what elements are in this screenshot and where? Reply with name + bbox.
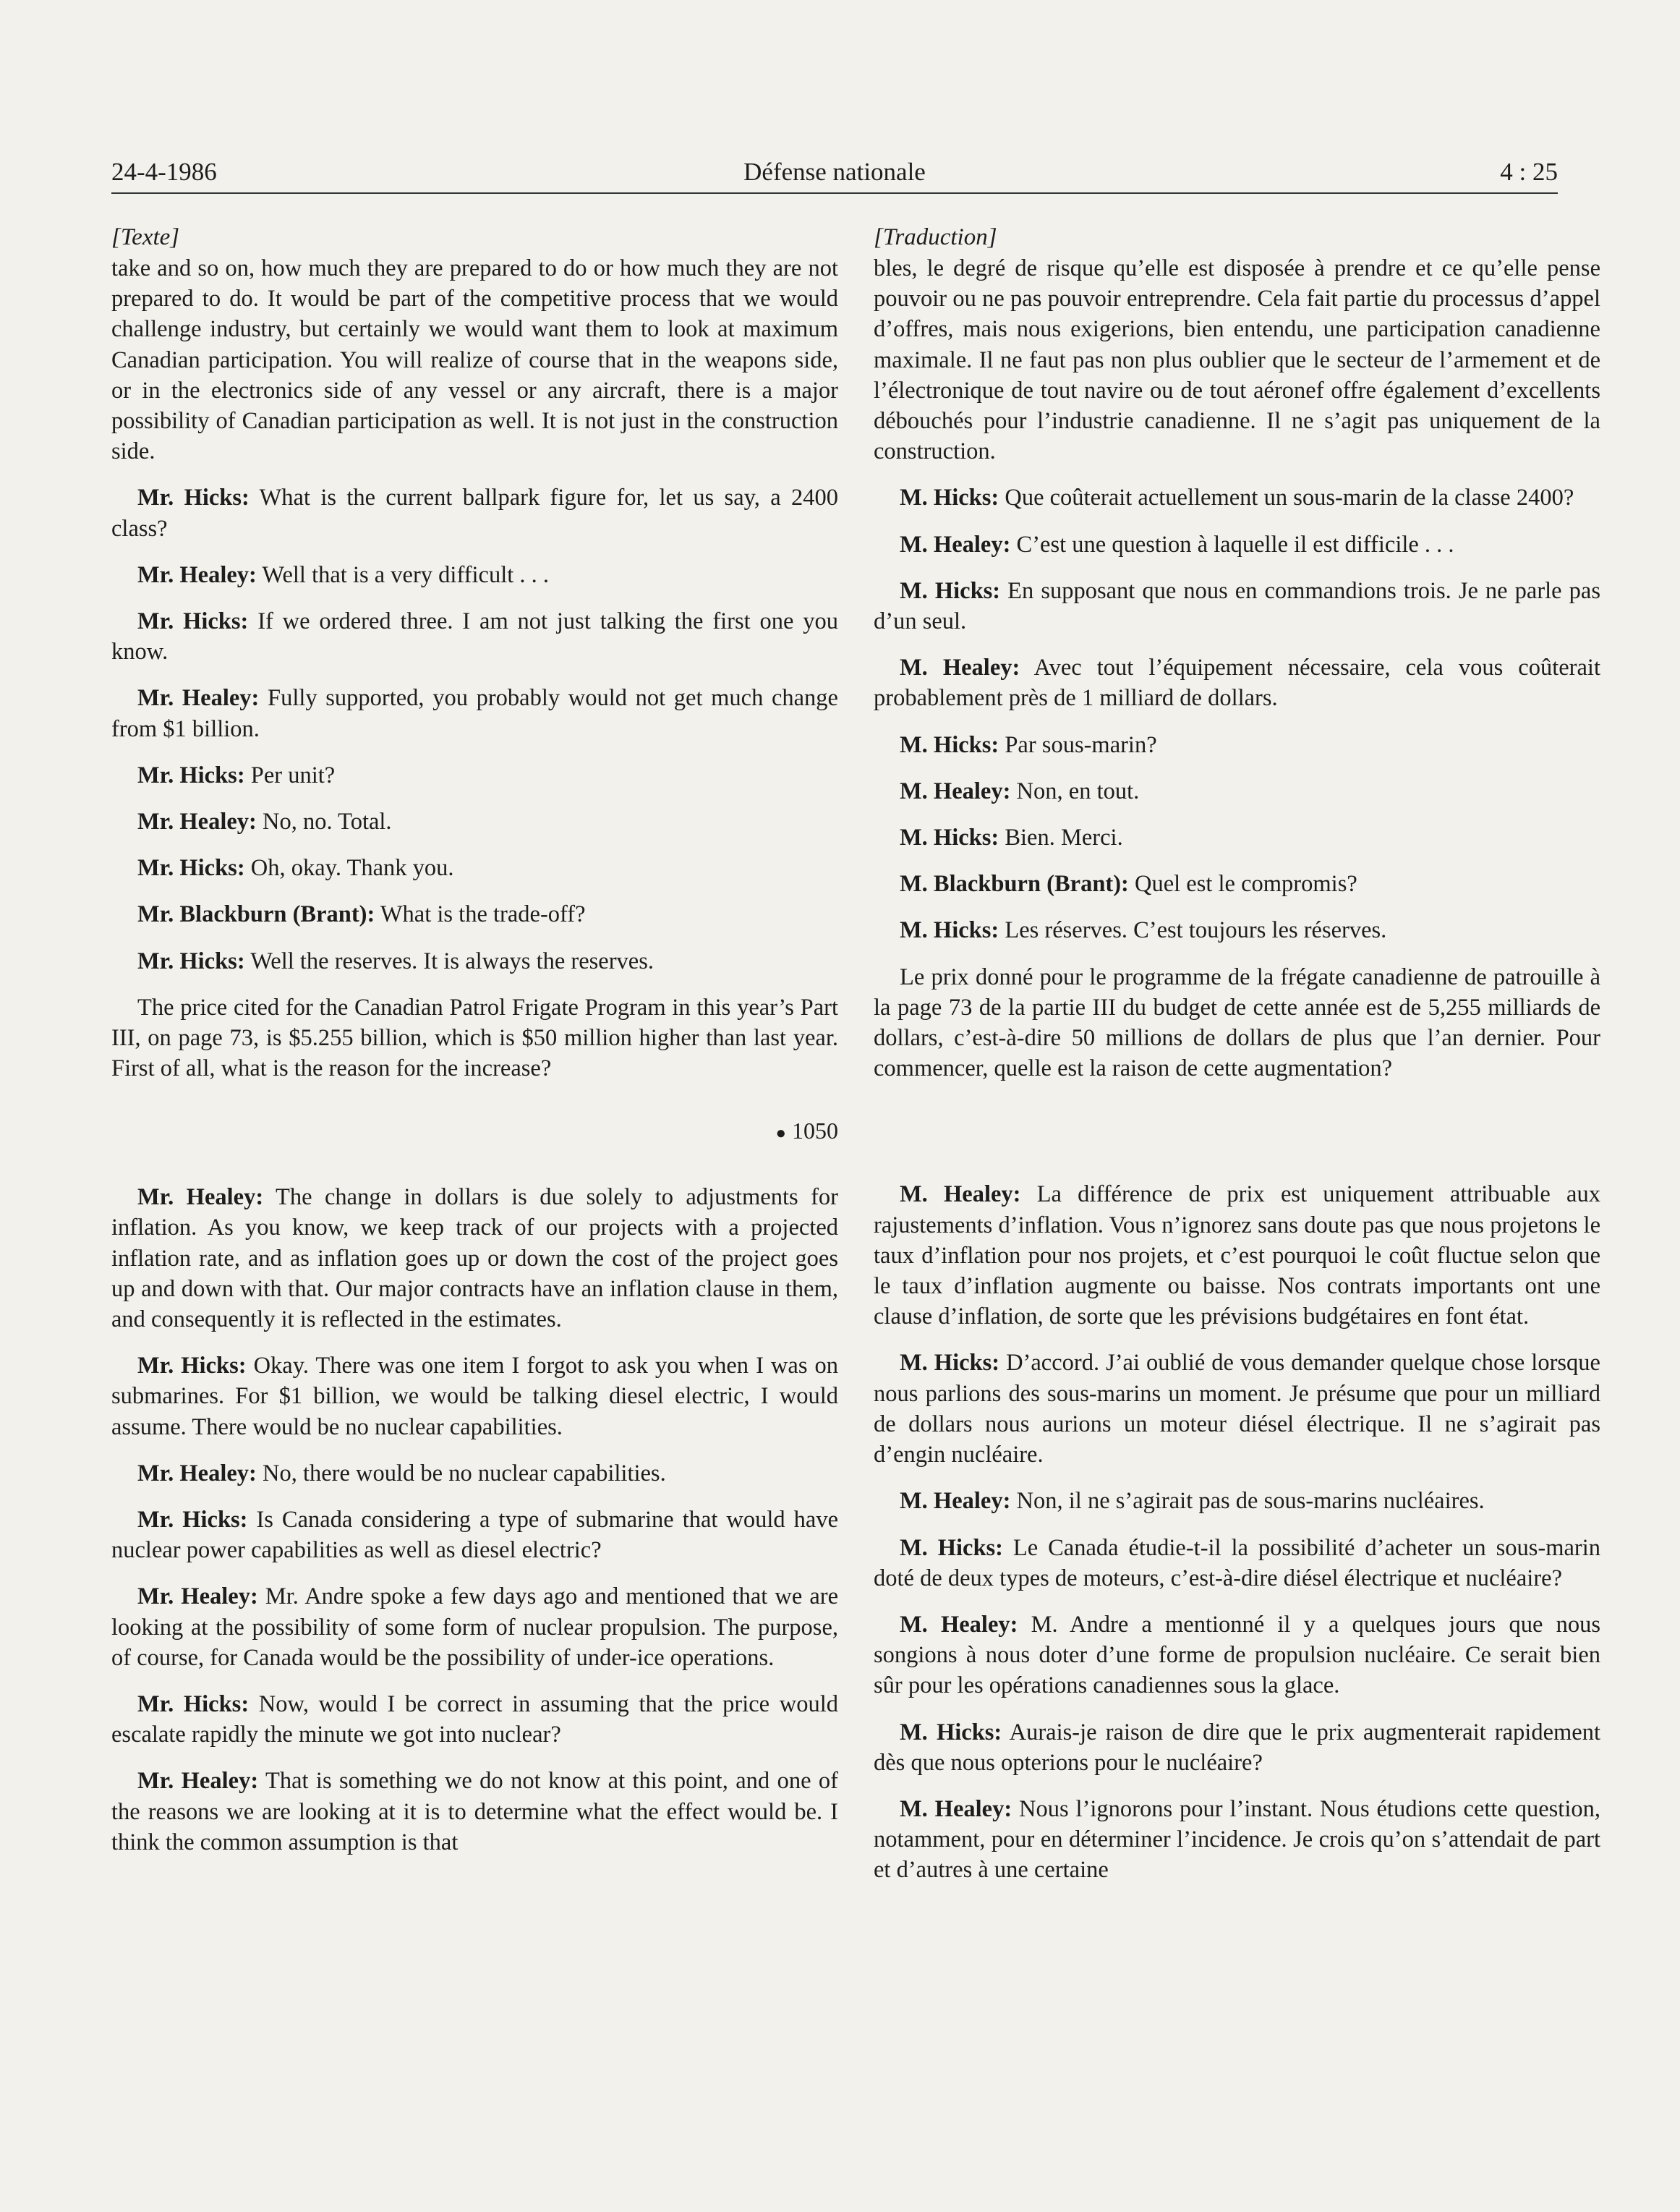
transcript-paragraph [111, 1505, 838, 1565]
french-paragraphs-bottom [874, 1179, 1600, 1885]
transcript-paragraph [874, 1348, 1600, 1470]
speaker-name: M. Hicks: [900, 577, 1001, 604]
speaker-name: Mr. Healey: [137, 1460, 257, 1486]
header-date: 24-4-1986 [111, 158, 217, 186]
speaker-name: M. Healey: [900, 531, 1011, 558]
paragraph-text: Now, would I be correct in assuming that the price would escalate rapidly the minute we got into nuclear? [111, 1690, 838, 1748]
transcript-paragraph [111, 482, 838, 543]
speaker-name: Mr. Hicks: [137, 485, 250, 511]
transcript-paragraph [874, 1717, 1600, 1778]
paragraph-text: Le prix donné pour le programme de la frégate canadienne de patrouille à la page 73 de la partie III du budget de cette année est de 5,255 milliards de dollars, c’est-à-dire 50 millions de dollars de plus que l’an dernier. Pour commencer, quelle est la raison de cette augmentation? [874, 964, 1600, 1082]
transcript-paragraph [111, 253, 838, 467]
column-label-traduction: [Traduction] [874, 224, 997, 250]
transcript-paragraph [111, 853, 838, 883]
speaker-name: M. Hicks: [900, 825, 999, 851]
transcript-paragraph [111, 1350, 838, 1442]
paragraph-text: Par sous-marin? [999, 731, 1157, 758]
transcript-paragraph [111, 560, 838, 590]
speaker-name: Mr. Hicks: [137, 1690, 250, 1717]
paragraph-text: The change in dollars is due solely to adjustments for inflation. As you know, we keep track of our projects with a projected inflation rate, and as inflation goes up or down the cost of the project goes up and down with that. Our major contracts have an inflation clause in them, and consequently it is reflected in the estimates. [111, 1184, 838, 1332]
speaker-name: M. Hicks: [900, 1719, 1002, 1745]
speaker-name: Mr. Healey: [137, 561, 257, 588]
paragraph-text: Non, en tout. [1010, 778, 1140, 804]
speaker-name: M. Healey: [900, 778, 1011, 804]
bullet-icon: ● [775, 1124, 786, 1144]
speaker-name: M. Healey: [900, 1181, 1021, 1208]
paragraph-text: Avec tout l’équipement nécessaire, cela vous coûterait probablement près de 1 milliard de dollars. [874, 655, 1600, 712]
speaker-name: M. Hicks: [900, 1350, 1000, 1377]
paragraph-text: Non, il ne s’agirait pas de sous-marins nucléaires. [1010, 1488, 1485, 1515]
paragraph-text: Nous l’ignorons pour l’instant. Nous étudions cette question, notamment, pour en déterminer l’incidence. Je crois qu’on s’attendait de part et d’autres à une certaine [874, 1795, 1600, 1884]
transcript-paragraph [874, 576, 1600, 637]
transcript-paragraph [874, 1179, 1600, 1332]
speaker-name: Mr. Blackburn (Brant): [137, 901, 375, 928]
english-paragraphs-bottom [111, 1182, 838, 1858]
speaker-name: M. Hicks: [900, 731, 999, 758]
speaker-name: Mr. Hicks: [137, 762, 245, 788]
transcript-paragraph [111, 1766, 838, 1858]
paragraph-text: take and so on, how much they are prepared to do or how much they are not prepared to do. It would be part of the competitive process that we would challenge industry, but certainly we would want them to look at maximum Canadian participation. You will realize of course that in the weapons side, or in the electronics side of any vessel or any aircraft, there is a major possibility of Canadian participation as well. It is not just in the construction side. [111, 255, 838, 465]
transcript-paragraph [874, 822, 1600, 853]
time-marker-value: 1050 [792, 1118, 838, 1144]
paragraph-text: C’est une question à laquelle il est difficile . . . [1010, 531, 1454, 558]
paragraph-text: Fully supported, you probably would not get much change from $1 billion. [111, 685, 838, 742]
time-marker [111, 1115, 838, 1149]
english-paragraphs-top [111, 253, 838, 1084]
paragraph-text: What is the trade-off? [375, 901, 586, 928]
transcript-paragraph [111, 1182, 838, 1335]
speaker-name: Mr. Healey: [137, 1768, 259, 1795]
english-column [111, 221, 838, 1873]
paragraph-text: That is something we do not know at this point, and one of the reasons we are looking at it is to determine what the effect would be. I think the common assumption is that [111, 1768, 838, 1855]
speaker-name: Mr. Hicks: [137, 1506, 248, 1533]
paragraph-text: Que coûterait actuellement un sous-marin de la classe 2400? [999, 485, 1574, 511]
transcript-paragraph [111, 807, 838, 837]
paragraph-text: Le Canada étudie-t-il la possibilité d’acheter un sous-marin doté de deux types de moteurs, c’est-à-dire diésel électrique et nucléaire? [874, 1534, 1600, 1591]
speaker-name: Mr. Healey: [137, 809, 257, 835]
speaker-name: M. Healey: [900, 655, 1020, 681]
transcript-paragraph [874, 1486, 1600, 1516]
speaker-name: Mr. Healey: [137, 1184, 264, 1211]
french-paragraphs-top [874, 253, 1600, 1084]
paragraph-text: Quel est le compromis? [1128, 871, 1357, 898]
transcript-paragraph [111, 1581, 838, 1673]
paragraph-text: La différence de prix est uniquement attribuable aux rajustements d’inflation. Vous n’ignorez sans doute pas que nous projetons le taux d’inflation pour nos projets, et c’est pourquoi le coût fluctue selon que le taux d’inflation augmente ou baisse. Nos contrats importants ont une clause d’inflation, de sorte que les prévisions budgétaires en font état. [874, 1181, 1600, 1330]
speaker-name: M. Hicks: [900, 917, 999, 944]
transcript-paragraph [111, 899, 838, 930]
transcript-paragraph [874, 915, 1600, 945]
transcript-paragraph [874, 1533, 1600, 1594]
speaker-name: Mr. Healey: [137, 685, 260, 712]
page-header [111, 152, 1558, 194]
paragraph-text: The price cited for the Canadian Patrol Frigate Program in this year’s Part III, on page 73, is $5.255 billion, which is $50 million higher than last year. First of all, what is the reason for the increase? [111, 994, 838, 1082]
paragraph-text: Oh, okay. Thank you. [244, 855, 454, 882]
paragraph-text: Well that is a very difficult . . . [256, 561, 550, 588]
speaker-name: Mr. Healey: [137, 1583, 258, 1610]
speaker-name: Mr. Hicks: [137, 1353, 247, 1379]
paragraph-text: Is Canada considering a type of submarine that would have nuclear power capabilities as well as diesel electric? [111, 1506, 838, 1564]
transcript-paragraph [874, 253, 1600, 467]
paragraph-text: Well the reserves. It is always the reserves. [244, 948, 654, 974]
transcript-paragraph [874, 652, 1600, 713]
paragraph-text: Okay. There was one item I forgot to ask you when I was on submarines. For $1 billion, we would be talking diesel electric, I would assume. There would be no nuclear capabilities. [111, 1353, 838, 1440]
transcript-paragraph [111, 683, 838, 744]
paragraph-text: En supposant que nous en commandions trois. Je ne parle pas d’un seul. [874, 577, 1600, 635]
speaker-name: M. Hicks: [900, 1534, 1003, 1561]
paragraph-text: D’accord. J’ai oublié de vous demander quelque chose lorsque nous parlions des sous-marins un moment. Je présume que pour un milliard de dollars nous aurions un moteur diésel électrique. Il ne s’agirait pas d’engin nucléaire. [874, 1350, 1600, 1468]
paragraph-text: If we ordered three. I am not just talking the first one you know. [111, 608, 838, 665]
transcript-paragraph [111, 1458, 838, 1489]
french-column [874, 221, 1600, 1902]
speaker-name: Mr. Hicks: [137, 948, 245, 974]
transcript-paragraph [874, 776, 1600, 807]
paragraph-text: What is the current ballpark figure for, let us say, a 2400 class? [111, 485, 838, 542]
paragraph-text: bles, le degré de risque qu’elle est disposée à prendre et ce qu’elle pense pouvoir ou ne pas pouvoir entreprendre. Cela fait partie du processus d’appel d’offres, mais nous exigerions, bien entendu, une participation canadienne maximale. Il ne faut pas non plus oublier que le secteur de l’armement et de l’électronique de tout navire ou de tout aéronef offre également d’excellents débouchés pour l’industrie canadienne. Il ne s’agit pas uniquement de la construction. [874, 255, 1600, 465]
paragraph-text: No, no. Total. [256, 809, 392, 835]
transcript-paragraph [111, 1689, 838, 1750]
paragraph-text: M. Andre a mentionné il y a quelques jours que nous songions à nous doter d’une forme de propulsion nucléaire. Ce serait bien sûr pour les opérations canadiennes sous la glace. [874, 1611, 1600, 1699]
transcript-paragraph [111, 760, 838, 791]
speaker-name: M. Healey: [900, 1488, 1011, 1515]
speaker-name: M. Hicks: [900, 485, 999, 511]
paragraph-text: Per unit? [244, 762, 336, 788]
transcript-paragraph [874, 962, 1600, 1084]
transcript-paragraph [874, 482, 1600, 513]
transcript-paragraph [111, 946, 838, 977]
paragraph-text: No, there would be no nuclear capabilities. [256, 1460, 666, 1486]
speaker-name: M. Healey: [900, 1795, 1012, 1822]
header-page-number: 4 : 25 [1500, 158, 1558, 186]
speaker-name: M. Blackburn (Brant): [900, 871, 1129, 898]
transcript-paragraph [111, 992, 838, 1084]
speaker-name: Mr. Hicks: [137, 608, 249, 635]
paragraph-text: Mr. Andre spoke a few days ago and mentioned that we are looking at the possibility of some form of nuclear propulsion. The purpose, of course, for Canada would be the possibility of under-ice operations. [111, 1583, 838, 1671]
paragraph-text: Les réserves. C’est toujours les réserves. [999, 917, 1387, 944]
paragraph-text: Bien. Merci. [999, 825, 1123, 851]
paragraph-text: Aurais-je raison de dire que le prix augmenterait rapidement dès que nous opterions pour le nucléaire? [874, 1719, 1600, 1776]
transcript-paragraph [874, 869, 1600, 899]
transcript-paragraph [874, 1609, 1600, 1701]
transcript-paragraph [874, 529, 1600, 560]
speaker-name: Mr. Hicks: [137, 855, 245, 882]
transcript-paragraph [111, 606, 838, 667]
speaker-name: M. Healey: [900, 1611, 1018, 1638]
transcript-paragraph [874, 730, 1600, 760]
column-label-texte: [Texte] [111, 224, 180, 250]
page [111, 152, 1600, 2177]
header-title: Défense nationale [743, 158, 926, 186]
transcript-paragraph [874, 1794, 1600, 1886]
